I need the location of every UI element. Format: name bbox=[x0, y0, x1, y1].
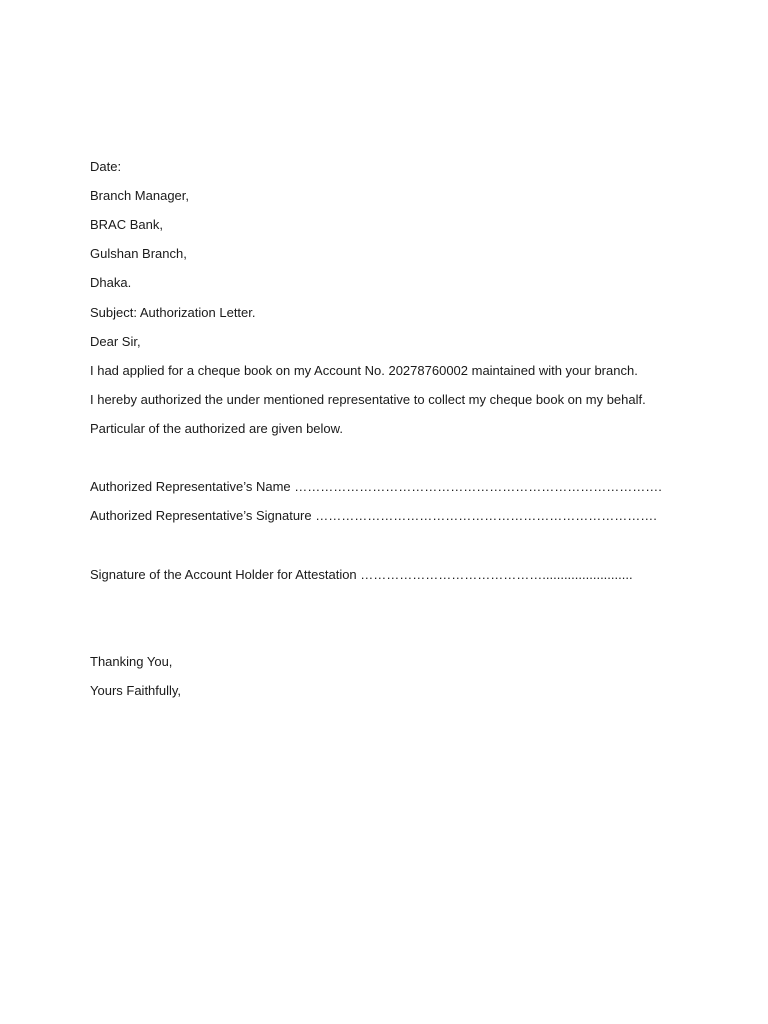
subject-line: Subject: Authorization Letter. bbox=[90, 305, 256, 320]
closing-thanks: Thanking You, bbox=[90, 654, 173, 669]
recipient-branch: Gulshan Branch, bbox=[90, 246, 187, 261]
recipient-city: Dhaka. bbox=[90, 275, 132, 290]
rep-signature-field: Authorized Representative’s Signature ……………………………………………………………………. bbox=[90, 508, 657, 523]
body-paragraph-1: I had applied for a cheque book on my Account No. 20278760002 maintained with your branch. bbox=[90, 363, 638, 378]
closing-signoff: Yours Faithfully, bbox=[90, 683, 182, 698]
date-line: Date: bbox=[90, 159, 122, 174]
rep-name-field: Authorized Representative’s Name …………………………………………………………………………. bbox=[90, 479, 662, 494]
recipient-title: Branch Manager, bbox=[90, 188, 190, 203]
recipient-bank: BRAC Bank, bbox=[90, 217, 163, 232]
body-paragraph-3: Particular of the authorized are given below. bbox=[90, 421, 343, 436]
body-paragraph-2: I hereby authorized the under mentioned representative to collect my cheque book on my behalf. bbox=[90, 392, 646, 407]
holder-signature-field: Signature of the Account Holder for Attestation ……………………………………......................... bbox=[90, 567, 633, 582]
salutation: Dear Sir, bbox=[90, 334, 141, 349]
